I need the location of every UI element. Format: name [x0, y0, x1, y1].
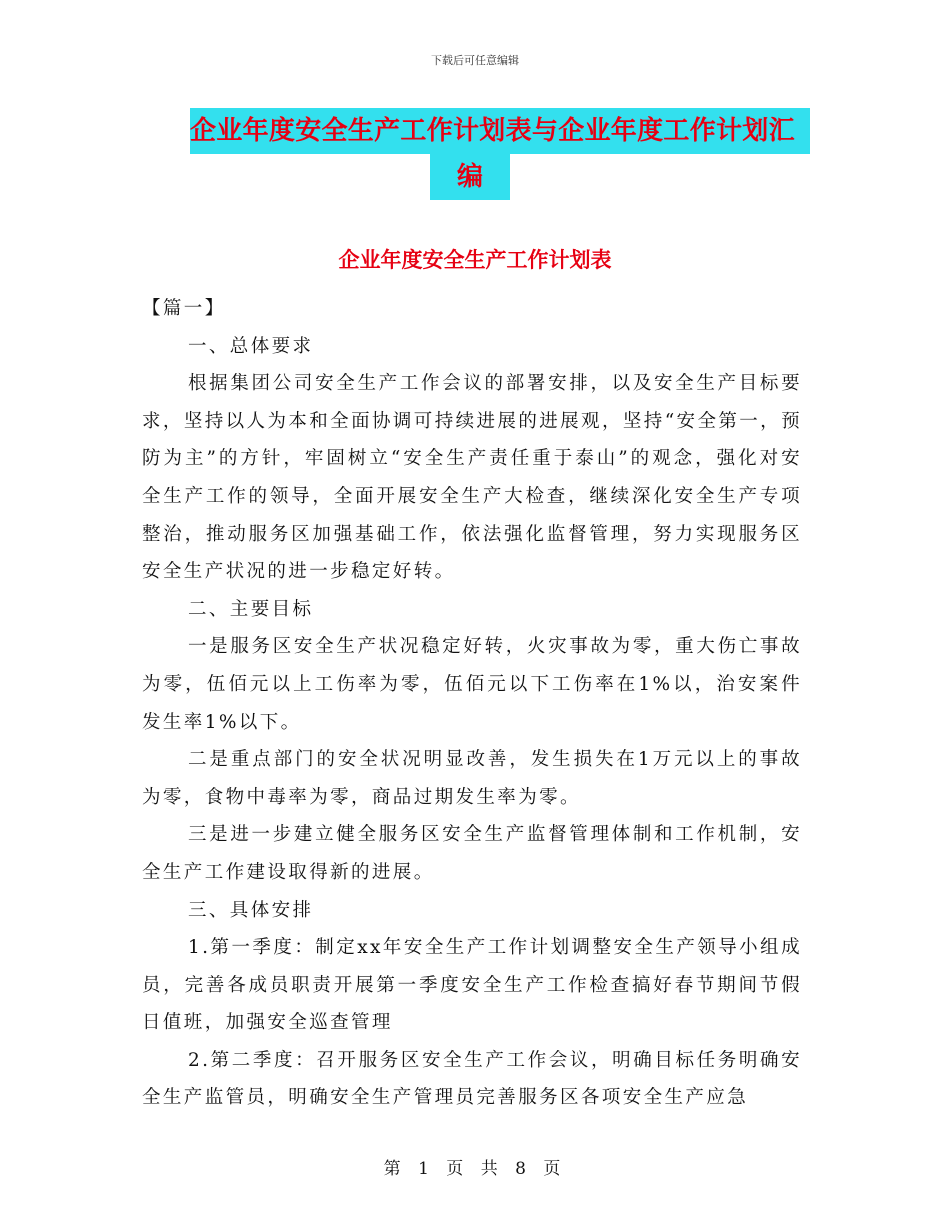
document-title — [190, 108, 810, 200]
paragraph-goal-3: 三是进一步建立健全服务区安全生产监督管理体制和工作机制，安全生产工作建设取得新的进展。 — [142, 824, 802, 883]
section-title: 企业年度安全生产工作计划表 — [338, 248, 612, 272]
document-title-line-1: 企业年度安全生产工作计划表与企业年度工作计划汇 — [190, 108, 810, 154]
heading-specific-arrangements: 三、具体安排 — [188, 899, 314, 921]
header-note: 下载后可任意编辑 — [431, 54, 519, 67]
page-footer: 第 1 页 共 8 页 — [383, 1159, 567, 1179]
paragraph-requirements: 根据集团公司安全生产工作会议的部署安排，以及安全生产目标要求，坚持以人为本和全面协调可持续进展的进展观，坚持“安全第一，预防为主”的方针，牢固树立“安全生产责任重于泰山”的观念，强化对安全生产工作的领导，全面开展安全生产大检查，继续深化安全生产专项整治，推动服务区加强基础工作，依法强化监督管理，努力实现服务区安全生产状况的进一步稳定好转。 — [142, 373, 802, 583]
document-body — [142, 290, 802, 1117]
document-title-line-2: 编 — [430, 154, 510, 200]
paragraph-goal-2: 二是重点部门的安全状况明显改善，发生损失在1万元以上的事故为零，食物中毒率为零，商品过期发生率为零。 — [142, 749, 802, 808]
heading-main-goals: 二、主要目标 — [188, 598, 314, 620]
paragraph-q2: 2.第二季度：召开服务区安全生产工作会议，明确目标任务明确安全生产监管员，明确安全生产管理员完善服务区各项安全生产应急 — [142, 1049, 802, 1109]
paragraph-goal-1: 一是服务区安全生产状况稳定好转，火灾事故为零，重大伤亡事故为零，伍佰元以上工伤率为零，伍佰元以下工伤率在1%以，治安案件发生率1%以下。 — [142, 636, 802, 733]
paragraph-q1: 1.第一季度：制定xx年安全生产工作计划调整安全生产领导小组成员，完善各成员职责开展第一季度安全生产工作检查搞好春节期间节假日值班，加强安全巡查管理 — [142, 937, 802, 1034]
part-label: 【篇一】 — [142, 298, 226, 319]
heading-general-requirements: 一、总体要求 — [188, 335, 314, 357]
